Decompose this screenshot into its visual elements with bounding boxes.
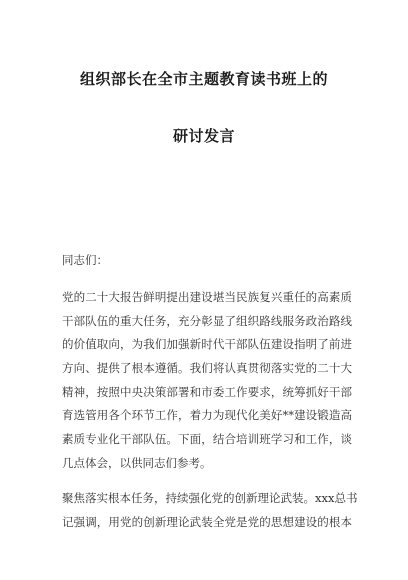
greeting: 同志们： bbox=[62, 253, 108, 267]
paragraph-line: 记强调，用党的创新理论武装全党是党的思想建设的根本 bbox=[62, 514, 352, 529]
paragraph-2 bbox=[62, 487, 358, 534]
paragraph-line: 党的二十大报告鲜明提出建设堪当民族复兴重任的高素质 bbox=[62, 290, 352, 304]
paragraph-line: 方向、提供了根本遵循。我们将认真贯彻落实党的二十大 bbox=[62, 361, 352, 376]
paragraph-line: 干部队伍的重大任务，充分彰显了组织路线服务政治路线 bbox=[62, 313, 352, 328]
paragraph-line: 几点体会，以供同志们参考。 bbox=[62, 455, 212, 470]
document-title-line-2: 研讨发言 bbox=[172, 127, 235, 145]
paragraph-line: 精神，按照中央决策部署和市委工作要求，统筹抓好干部 bbox=[62, 384, 352, 399]
paragraph-1 bbox=[62, 286, 352, 476]
paragraph-line: 聚焦落实根本任务，持续强化党的创新理论武装。xxx总书 bbox=[62, 491, 358, 505]
paragraph-line: 育选管用各个环节工作，着力为现代化美好**建设锻造高 bbox=[62, 408, 352, 423]
paragraph-line: 的价值取向，为我们加强新时代干部队伍建设指明了前进 bbox=[62, 337, 352, 352]
paragraph-line: 素质专业化干部队伍。下面，结合培训班学习和工作，谈 bbox=[62, 432, 352, 447]
document-title-line-1: 组织部长在全市主题教育读书班上的 bbox=[79, 70, 328, 88]
